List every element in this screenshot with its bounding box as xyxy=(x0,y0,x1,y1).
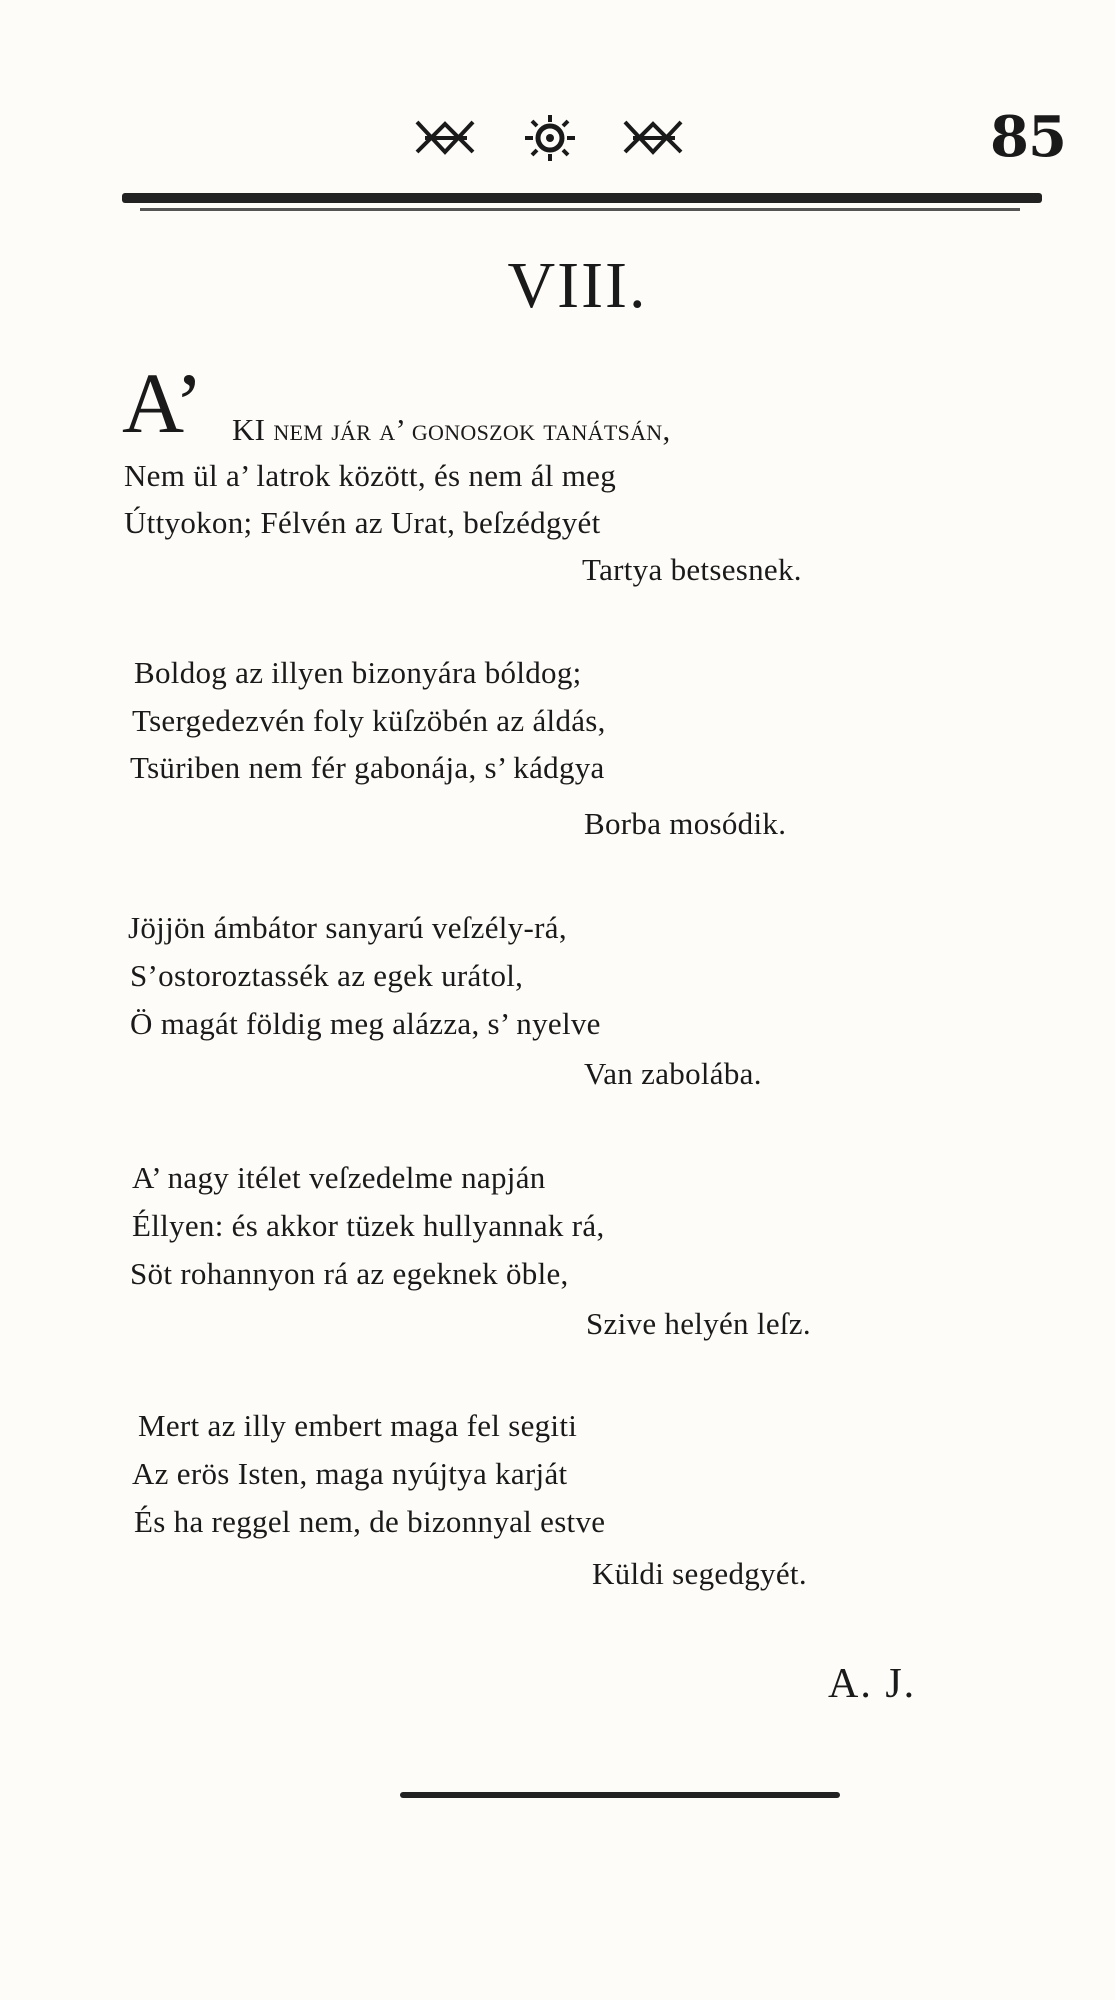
poem-line: A’ nagy itélet veſzedelme napján xyxy=(132,1160,546,1195)
poem-title: VIII. xyxy=(507,249,648,322)
drop-cap: A’ xyxy=(122,355,204,451)
lattice-ornament-icon xyxy=(623,118,685,158)
poem-line: S’ostoroztassék az egek urátol, xyxy=(130,958,524,993)
page-number: 85 xyxy=(990,104,1066,170)
sun-ornament-icon xyxy=(522,113,578,163)
header-rule-thin xyxy=(140,208,1020,211)
poem-line: Nem ül a’ latrok között, és nem ál meg xyxy=(124,458,617,493)
author-signature: A. J. xyxy=(828,1661,917,1707)
lattice-ornament-icon xyxy=(415,118,477,158)
footer-rule xyxy=(400,1792,840,1798)
poem-line: Éllyen: és akkor tüzek hullyannak rá, xyxy=(132,1208,605,1243)
poem-line: Szive helyén leſz. xyxy=(586,1306,811,1341)
poem-line: Boldog az illyen bizonyára bóldog; xyxy=(134,655,582,690)
poem-line: Küldi segedgyét. xyxy=(592,1556,807,1591)
poem-line: Az erös Isten, maga nyújtya karját xyxy=(132,1456,568,1491)
header-ornament xyxy=(415,112,685,164)
poem-line: Söt rohannyon rá az egeknek öble, xyxy=(130,1256,569,1291)
poem-line: Úttyokon; Félvén az Urat, beſzédgyét xyxy=(124,505,601,540)
header-rule xyxy=(122,193,1042,203)
poem-line: Tsüriben nem fér gabonája, s’ kádgya xyxy=(130,750,605,785)
poem-line: Borba mosódik. xyxy=(584,806,787,841)
poem-line: Tartya betsesnek. xyxy=(582,552,802,587)
poem-line: Jöjjön ámbátor sanyarú veſzély-rá, xyxy=(128,910,567,945)
poem-line: Ö magát földig meg alázza, s’ nyelve xyxy=(130,1006,601,1041)
poem-line: Van zabolába. xyxy=(584,1056,762,1091)
poem-line: Mert az illy embert maga fel segiti xyxy=(138,1408,578,1443)
poem-line: És ha reggel nem, de bizonnyal estve xyxy=(134,1504,606,1539)
poem-line: KI nem jár a’ gonoſzok tanátsán, xyxy=(232,412,671,447)
poem-line: Tsergedezvén foly küſzöbén az áldás, xyxy=(132,703,606,738)
